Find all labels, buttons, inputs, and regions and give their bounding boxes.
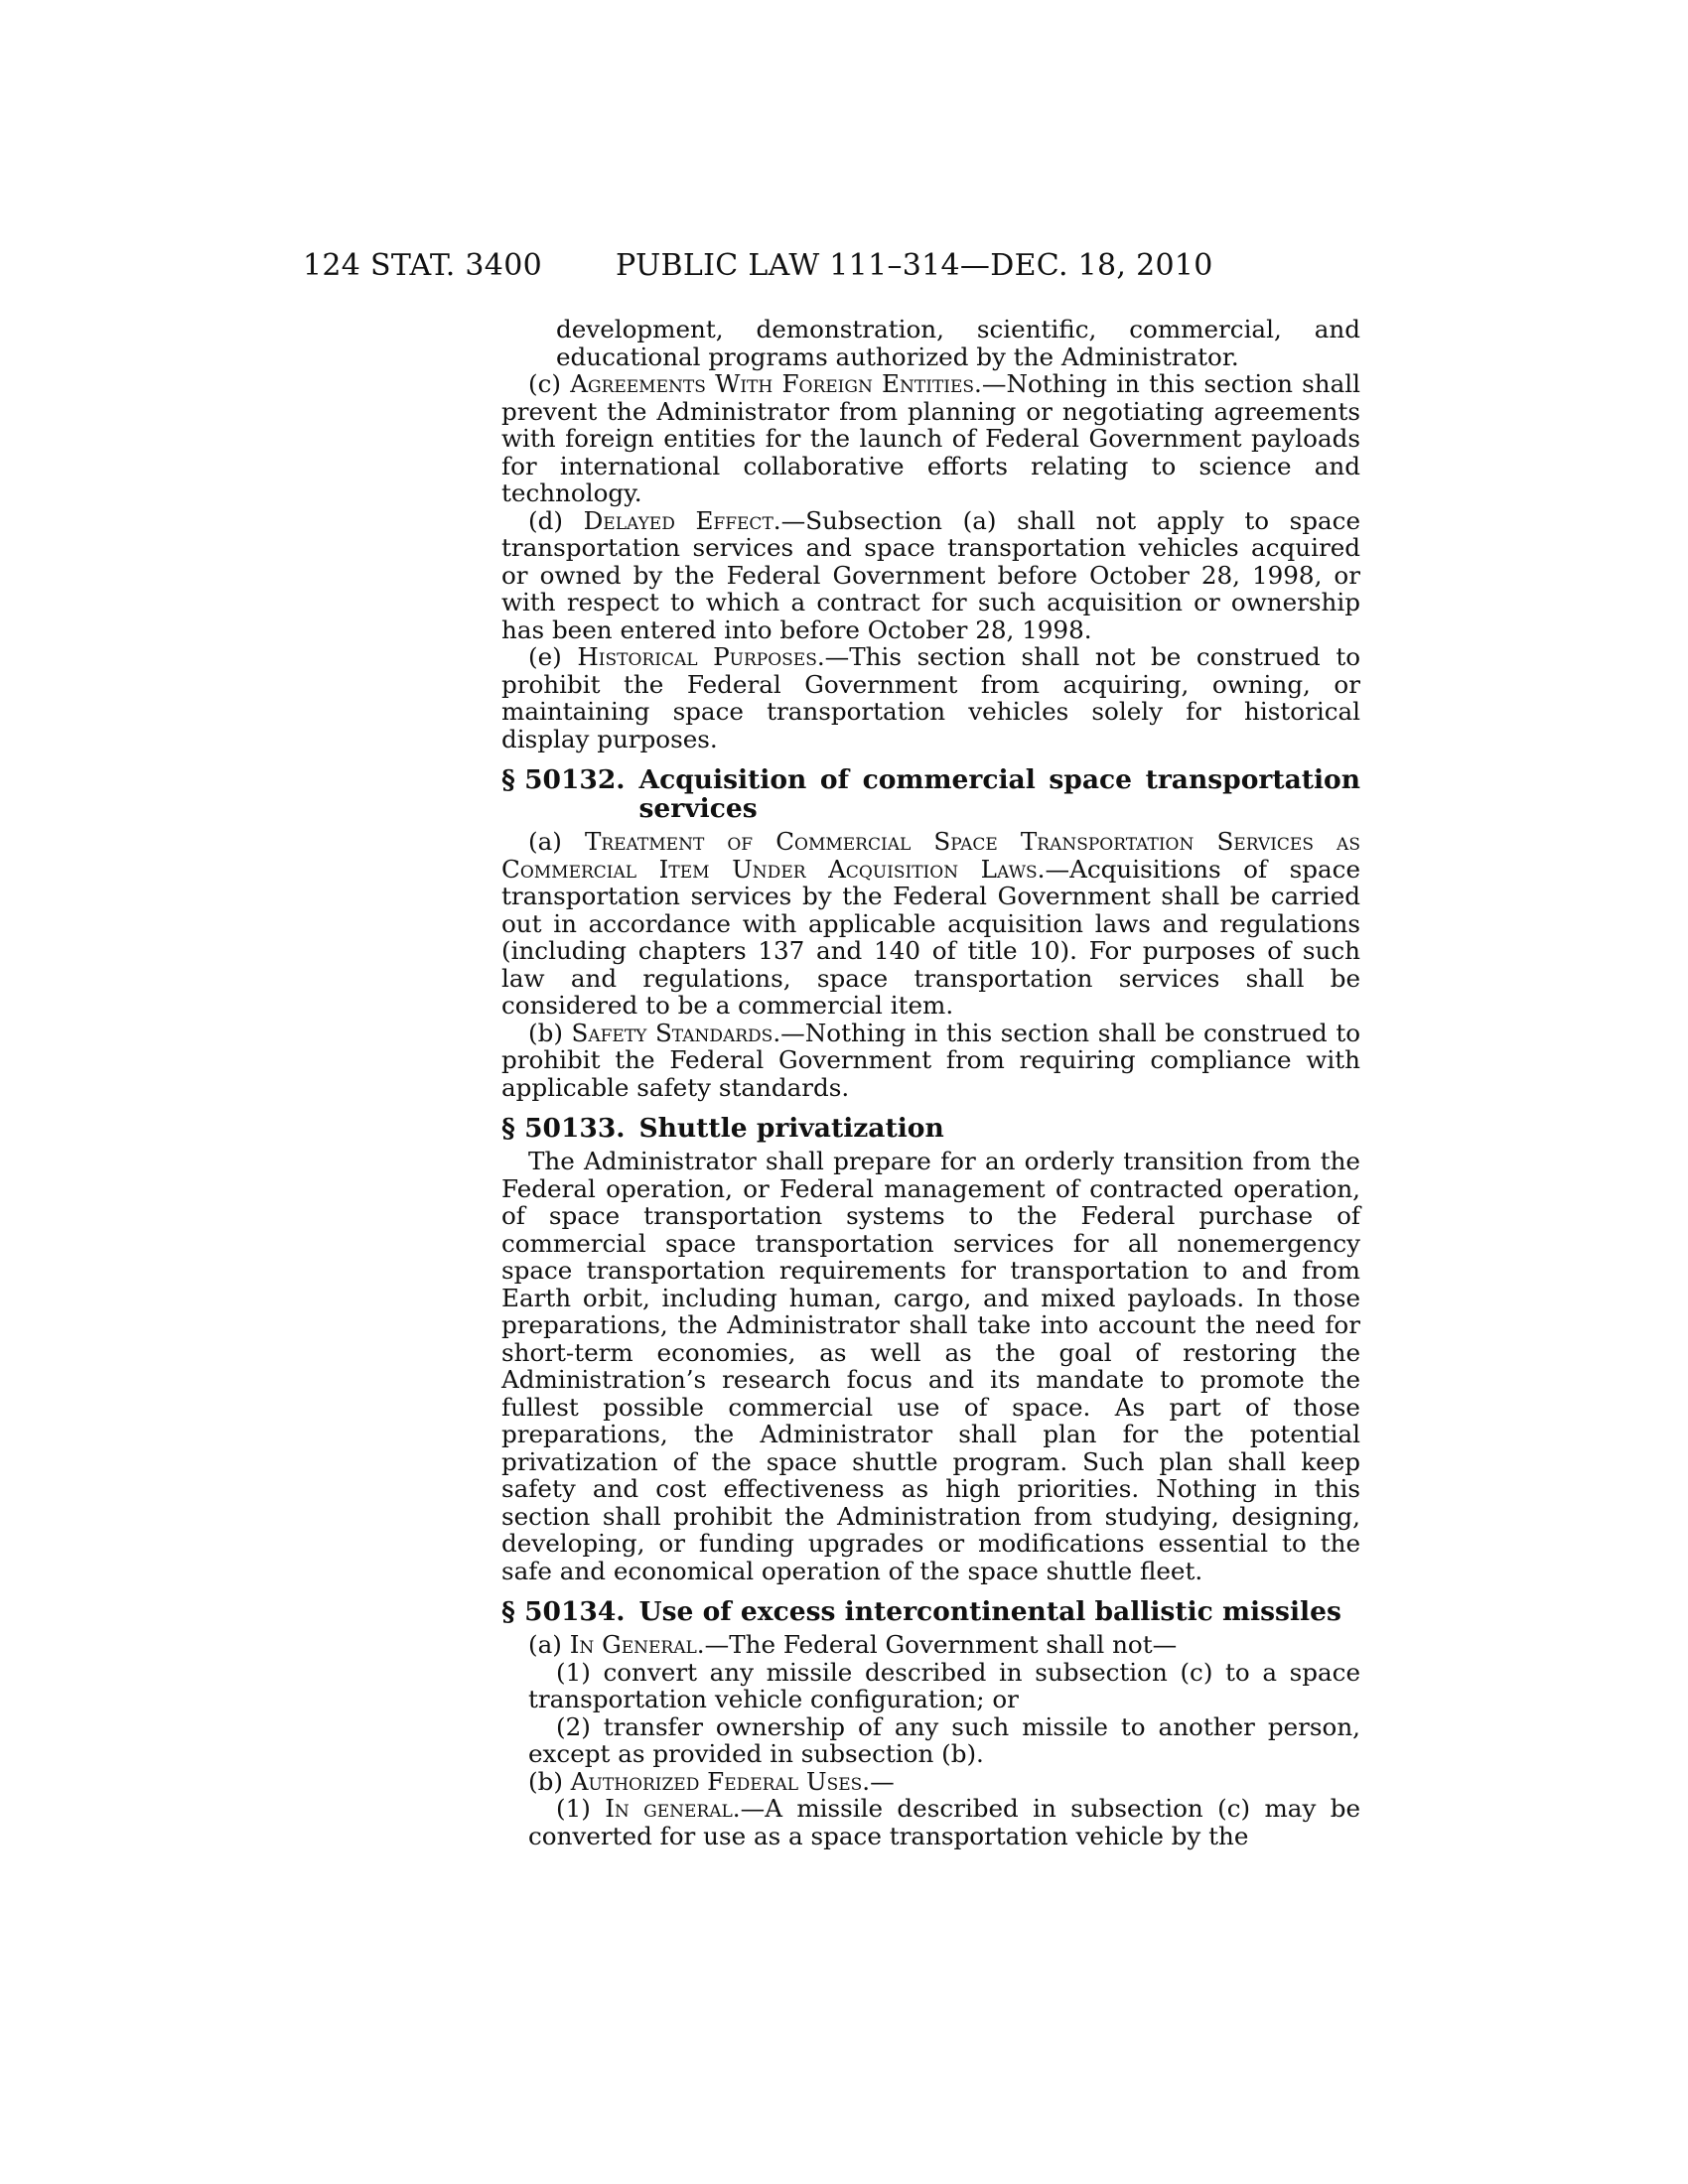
section-50132-subsection-b: (b) Safety Standards.—Nothing in this section shall be construed to prohibit the Federal Government from requiring compliance with applicable safety standards.: [501, 1018, 1361, 1102]
section-50134-heading: § 50134. Use of excess intercontinental ballistic missiles: [501, 1596, 1341, 1627]
section-50132-subsection-a: (a) Treatment of Commercial Space Transportation Services as Commercial Item Under Acquisition Laws.—Acquisitions of space transportation services by the Federal Government shall be carried out in accordance with applicable acquisition laws and regulations (including chapters 137 and 140 of title 10). For purposes of such law and regulations, space transportation services shall be considered to be a commercial item.: [501, 827, 1361, 1020]
section-50133-text: The Administrator shall prepare for an orderly transition from the Federal operation, or Federal management of contracted operation, of space transportation systems to the Federal purchase of commercial space transportation services for all nonemergency space transportation requirements for transportation to and from Earth orbit, including human, cargo, and mixed payloads. In those preparations, the Administrator shall take into account the need for short-term economies, as well as the goal of restoring the Administration’s research focus and its mandate to promote the fullest possible commercial use of space. As part of those preparations, the Administrator shall plan for the potential privatization of the space shuttle program. Such plan shall keep safety and cost effectiveness as high priorities. Nothing in this section shall prohibit the Administration from studying, designing, developing, or funding upgrades or modifications essential to the safe and economical operation of the space shuttle fleet.: [501, 1147, 1360, 1585]
page-body: [501, 316, 1360, 1849]
section-50134-subsection-a: (a) In General.—The Federal Government shall not—: [528, 1630, 1178, 1659]
subsection-d: (d) Delayed Effect.—Subsection (a) shall not apply to space transportation services and space transportation vehicles acquired or owned by the Federal Government before October 28, 1998, or with respect to which a contract for such acquisition or ownership has been entered into before October 28, 1998.: [501, 505, 1360, 644]
section-50132-heading: § 50132. Acquisition of commercial space transportation services: [501, 764, 1360, 824]
paragraph-intro-continuation: development, demonstration, scientific, commercial, and educational programs authorized by the Administrator.: [556, 315, 1360, 371]
subsection-e: (e) Historical Purposes.—This section shall not be construed to prohibit the Federal Government from acquiring, owning, or maintaining space transportation vehicles solely for historical display purposes.: [501, 642, 1361, 753]
section-50133-heading: § 50133. Shuttle privatization: [501, 1113, 944, 1144]
law-title: PUBLIC LAW 111–314—DEC. 18, 2010: [616, 248, 1213, 283]
subsection-c-heading: Agreements With Foreign Entities.: [570, 369, 982, 398]
subsection-d-heading: Delayed Effect.: [583, 505, 781, 535]
running-header: [0, 248, 1688, 288]
subsection-e-heading: Historical Purposes.: [577, 642, 825, 671]
page-reference: 124 STAT. 3400: [303, 248, 542, 283]
section-50134-subsection-b: (b) Authorized Federal Uses.—: [528, 1766, 895, 1796]
section-50134-paragraph-a1: (1) convert any missile described in subsection (c) to a space transportation vehicle configuration; or: [528, 1657, 1360, 1713]
subsection-c: (c) Agreements With Foreign Entities.—Nothing in this section shall prevent the Administrator from planning or negotiating agreements with foreign entities for the launch of Federal Government payloads for international collaborative efforts relating to science and technology.: [501, 369, 1360, 507]
section-50134-paragraph-b1: (1) In general.—A missile described in subsection (c) may be converted for use as a space transportation vehicle by the: [528, 1794, 1360, 1850]
section-50134-paragraph-a2: (2) transfer ownership of any such missile to another person, except as provided in subsection (b).: [528, 1711, 1360, 1768]
